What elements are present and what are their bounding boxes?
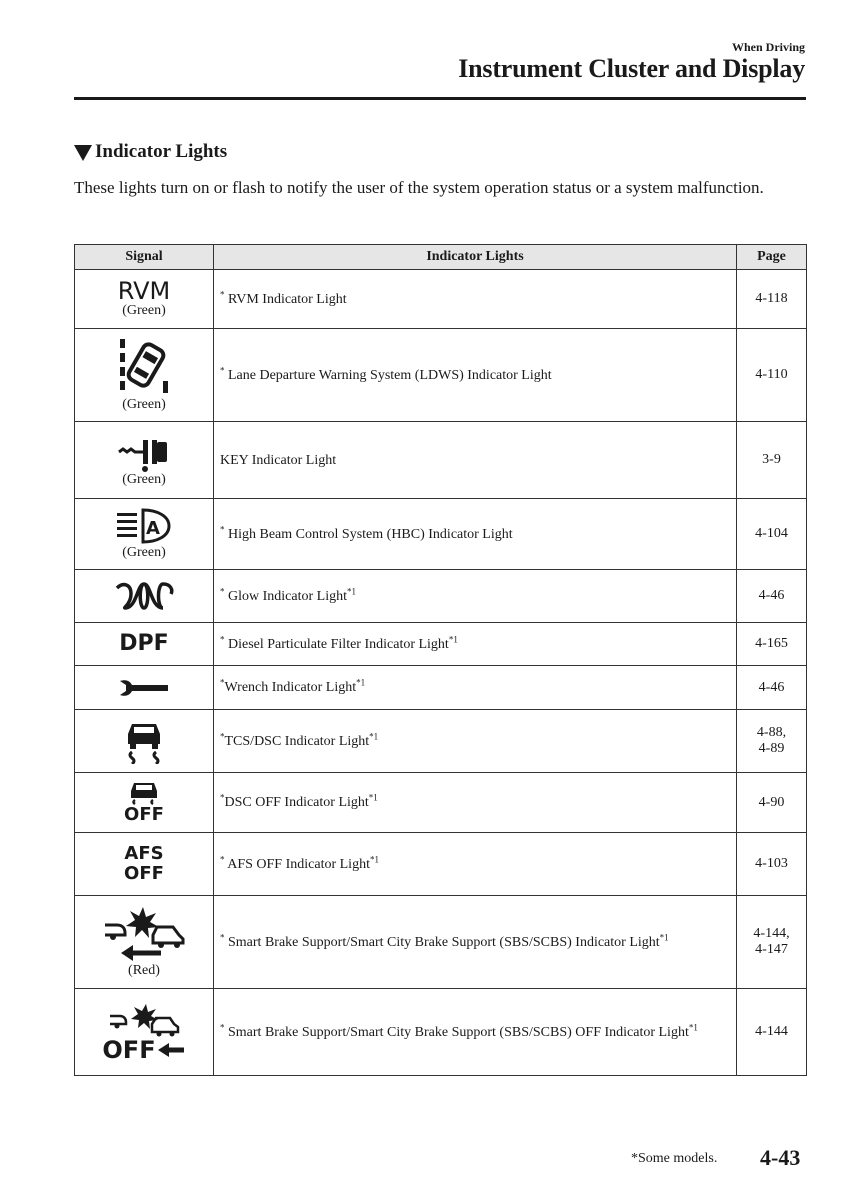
section-heading <box>74 141 227 163</box>
lane-departure-icon <box>114 337 174 397</box>
indicator-name: * Glow Indicator Light$^{*1}$ <box>214 570 737 623</box>
page-ref: 4-90 <box>758 794 785 810</box>
rvm-icon: RVM <box>117 277 171 305</box>
page-ref: 4-118 <box>755 291 788 306</box>
page-cell <box>737 773 807 833</box>
color-label: (Green) <box>122 545 166 560</box>
table-row <box>75 499 807 570</box>
table-row <box>75 710 807 773</box>
page-cell <box>737 833 807 896</box>
wrench-icon <box>116 677 172 699</box>
signal-cell <box>75 570 214 623</box>
dsc-off-icon <box>124 781 164 805</box>
page-cell <box>737 623 807 666</box>
page-cell <box>737 329 807 422</box>
indicator-name: * Diesel Particulate Filter Indicator Light$^{*1}$ <box>214 623 737 666</box>
table-row <box>75 422 807 499</box>
page-ref: 4-144, <box>753 926 790 941</box>
dpf-icon: DPF <box>119 631 169 656</box>
signal-cell <box>75 773 214 833</box>
table-row <box>75 570 807 623</box>
signal-cell <box>75 329 214 422</box>
page-ref: 4-89 <box>758 741 785 756</box>
off-label: OFF <box>124 863 164 884</box>
table-row <box>75 270 807 329</box>
off-label: OFF <box>102 1036 156 1064</box>
section-heading-text: Indicator Lights <box>95 141 228 162</box>
page-ref: 4-88, <box>756 725 787 740</box>
table-header-row <box>75 245 807 270</box>
indicator-name: * RVM Indicator Light <box>214 270 737 329</box>
arrow-left-icon <box>156 1042 186 1058</box>
key-icon <box>115 432 173 472</box>
table-row <box>75 989 807 1076</box>
smart-brake-off-icon <box>102 1002 186 1038</box>
page-ref: 4-144 <box>755 1024 788 1039</box>
indicator-name: * Lane Departure Warning System (LDWS) Indicator Light <box>214 329 737 422</box>
color-label: (Red) <box>128 963 160 978</box>
signal-cell <box>75 499 214 570</box>
afs-off-icon: AFS <box>124 843 164 864</box>
page-ref: 4-165 <box>755 636 788 651</box>
indicator-name: *TCS/DSC Indicator Light$^{*1}$ <box>214 710 737 773</box>
indicator-name: * High Beam Control System (HBC) Indicator Light <box>214 499 737 570</box>
signal-cell <box>75 666 214 710</box>
indicator-name: * AFS OFF Indicator Light$^{*1}$ <box>214 833 737 896</box>
indicator-name: * Smart Brake Support/Smart City Brake Support (SBS/SCBS) Indicator Light$^{*1}$ <box>214 896 737 989</box>
signal-cell <box>75 833 214 896</box>
page-cell <box>737 666 807 710</box>
page-ref: 4-103 <box>755 856 788 871</box>
header-divider <box>74 97 806 100</box>
indicator-name: *DSC OFF Indicator Light$^{*1}$ <box>214 773 737 833</box>
page-title: Instrument Cluster and Display <box>458 54 805 83</box>
indicator-name: KEY Indicator Light <box>214 422 737 499</box>
signal-cell <box>75 989 214 1076</box>
signal-cell <box>75 422 214 499</box>
column-header-signal: Signal <box>75 245 214 270</box>
page-cell <box>737 570 807 623</box>
page-cell <box>737 896 807 989</box>
page-cell <box>737 710 807 773</box>
triangle-bullet-icon <box>74 145 92 161</box>
indicator-table <box>74 244 807 1076</box>
table-row <box>75 666 807 710</box>
signal-cell <box>75 270 214 329</box>
indicator-name: * Smart Brake Support/Smart City Brake Support (SBS/SCBS) OFF Indicator Light$^{*1}$ <box>214 989 737 1076</box>
table-row <box>75 329 807 422</box>
signal-cell <box>75 623 214 666</box>
color-label: (Green) <box>122 303 166 318</box>
signal-cell <box>75 896 214 989</box>
high-beam-auto-icon <box>113 507 175 545</box>
table-row <box>75 623 807 666</box>
color-label: (Green) <box>122 472 166 487</box>
smart-brake-icon <box>99 905 189 963</box>
table-row <box>75 896 807 989</box>
page-ref: 3-9 <box>762 452 781 467</box>
page-ref: 4-110 <box>755 367 788 382</box>
off-label: OFF <box>124 803 164 825</box>
indicator-name: *Wrench Indicator Light$^{*1}$ <box>214 666 737 710</box>
column-header-page: Page <box>737 245 807 270</box>
page-cell <box>737 499 807 570</box>
page-ref: 4-46 <box>758 679 785 695</box>
column-header-name: Indicator Lights <box>214 245 737 270</box>
page-cell <box>737 989 807 1076</box>
page-cell <box>737 270 807 329</box>
table-row <box>75 773 807 833</box>
page-ref: 4-104 <box>755 526 788 541</box>
page-ref: 4-147 <box>755 942 788 957</box>
table-row <box>75 833 807 896</box>
page-ref: 4-46 <box>758 588 785 603</box>
footnote: *Some models. <box>631 1151 718 1166</box>
intro-paragraph: These lights turn on or flash to notify the user of the system operation status or a system malfunction. <box>74 178 764 197</box>
page-number: 4-43 <box>760 1145 801 1170</box>
section-label: When Driving <box>731 40 805 54</box>
glow-plug-icon <box>113 580 175 612</box>
color-label: (Green) <box>122 397 166 412</box>
tcs-dsc-icon <box>122 718 166 764</box>
signal-cell <box>75 710 214 773</box>
page-cell <box>737 422 807 499</box>
svg-text:A: A <box>146 518 160 539</box>
